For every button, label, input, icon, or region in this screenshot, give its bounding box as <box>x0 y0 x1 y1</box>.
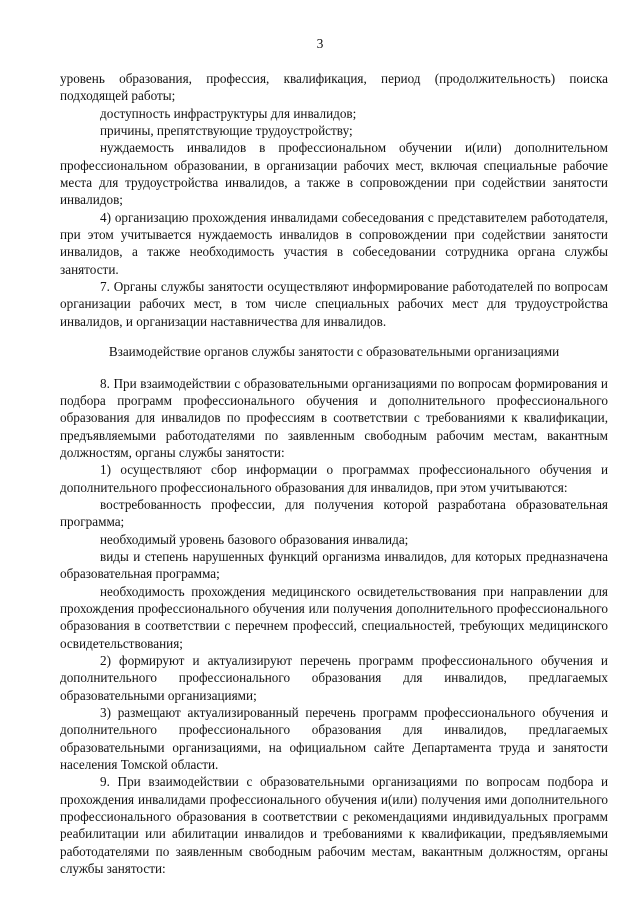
paragraph-list-item: доступность инфраструктуры для инвалидов; <box>100 105 357 121</box>
paragraph-clause-4: 4) организацию прохождения инвалидами собеседования с представителем работодателя, при этом учитывается нуждаемость инвалидов в сопровождении при содействии занятости инвалидов, а также необходимость участия в собеседовании сотрудника органа службы занятости. <box>60 209 608 277</box>
paragraph-list-item: виды и степень нарушенных функций организма инвалидов, для которых предназначена образовательная программа; <box>60 548 608 582</box>
paragraph-subclause-1: 1) осуществляют сбор информации о программах профессионального обучения и дополнительного профессионального образования для инвалидов, при этом учитываются: <box>60 462 608 495</box>
paragraph-list-item: необходимость прохождения медицинского освидетельствования при направлении для прохождения профессионального обучения или получения дополнительного профессионального образования в соответствии с перечнем профессий, специальностей, требующих медицинского освидетельствования; <box>60 583 608 651</box>
paragraph-clause-7: 7. Органы службы занятости осуществляют информирование работодателей по вопросам организации рабочих мест, в том числе специальных рабочих мест для трудоустройства инвалидов, и организации наставничества для инвалидов. <box>60 279 608 329</box>
paragraph-clause-8: 8. При взаимодействии с образовательными организациями по вопросам формирования и подбора программ профессионального обучения и дополнительного профессионального образования для инвалидов по профессиям в соответствии с требованиями к квалификации, предъявляемыми работодателями по заявленным свободным рабочим местам, вакантным должностям, органы службы занятости: <box>60 375 608 460</box>
paragraph-subclause-3: 3) размещают актуализированный перечень программ профессионального обучения и дополнительного профессионального образования для инвалидов, предлагаемых образовательными организациями, на официальном сайте Департамента труда и занятости населения Томской области. <box>60 705 608 773</box>
document-body <box>60 70 608 877</box>
paragraph-list-item: востребованность профессии, для получения которой разработана образовательная программа; <box>60 496 608 530</box>
paragraph-clause-9: 9. При взаимодействии с образовательными организациями по вопросам подбора и прохождения инвалидами профессионального обучения и(или) получения ими дополнительного профессионального образования в соответствии с рекомендациями индивидуальных программ реабилитации или абилитации инвалидов и требованиями к квалификации, предъявляемыми работодателями по заявленным свободным рабочим местам, вакантным должностям, органы службы занятости: <box>60 774 608 877</box>
paragraph-subclause-2: 2) формируют и актуализируют перечень программ профессионального обучения и дополнительного профессионального образования для инвалидов, предлагаемых образовательными организациями; <box>60 653 608 703</box>
section-heading: Взаимодействие органов службы занятости с образовательными организациями <box>108 344 560 360</box>
paragraph-list-item: нуждаемость инвалидов в профессиональном обучении и(или) дополнительном профессиональном образовании, в организации рабочих мест, включая специальные рабочие места для трудоустройства инвалидов, а также в сопровождении при содействии занятости инвалидов; <box>60 140 608 208</box>
paragraph-list-item: причины, препятствующие трудоустройству; <box>100 123 353 139</box>
paragraph-list-item: необходимый уровень базового образования инвалида; <box>100 531 409 547</box>
page-number: 3 <box>316 36 324 51</box>
paragraph-list-item: уровень образования, профессия, квалификация, период (продолжительность) поиска подходящей работы; <box>60 71 608 104</box>
